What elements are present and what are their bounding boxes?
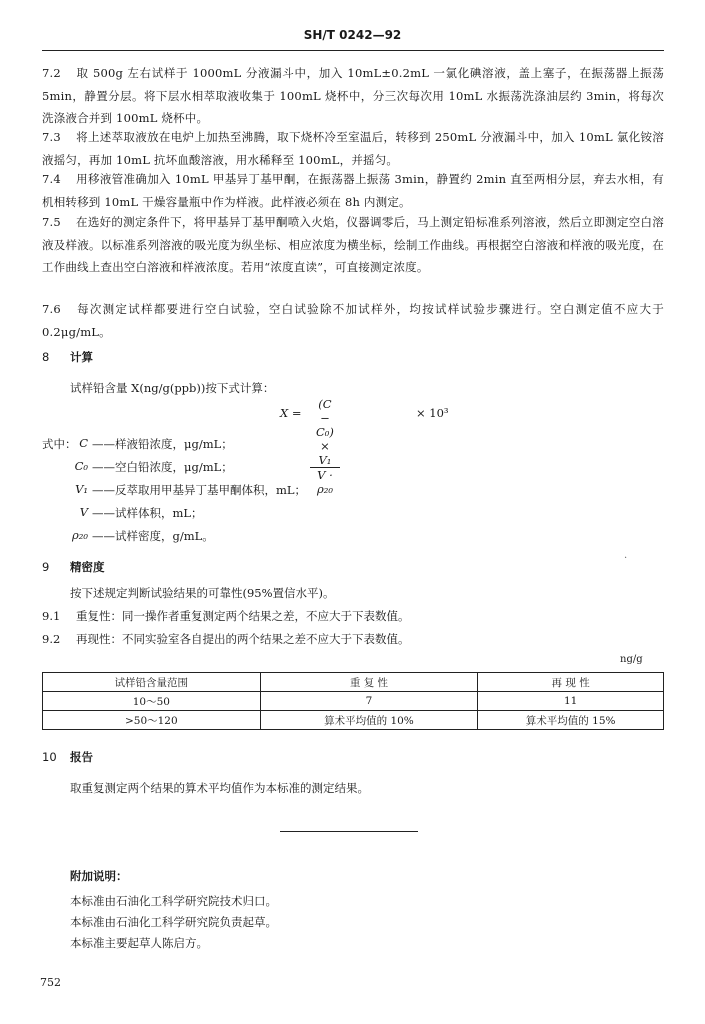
symbol-v1-desc: ——反萃取用甲基异丁基甲酮体积，mL； xyxy=(92,483,307,497)
table-header-row xyxy=(43,673,664,692)
section-8-heading: 8 计算 xyxy=(42,350,93,364)
table-cell: 7 xyxy=(260,692,478,711)
table-row xyxy=(43,692,664,711)
report-text: 取重复测定两个结果的算术平均值作为本标准的测定结果。 xyxy=(70,781,369,795)
precision-table xyxy=(42,672,664,730)
clause-text: 在选好的测定条件下，将甲基异丁基甲酮喷入火焰，仪器调零后，马上测定铅标准系列溶液，然后立即测定空白溶液及样液。以标准系列溶液的吸光度为纵坐标、相应浓度为横坐标，绘制工作曲线。再根据空白溶液和样液的吸光度，在工作曲线上查出空白溶液和样液浓度。若用“浓度直读”，可直接测定浓度。 xyxy=(42,215,664,274)
appendix-line: 本标准主要起草人陈启方。 xyxy=(70,936,208,950)
symbol-v: V xyxy=(79,505,88,519)
symbol-rho20-desc: ——试样密度，g/mL。 xyxy=(92,529,214,543)
clause-text: 用移液管准确加入 10mL 甲基异丁基甲酮，在振荡器上振荡 3min，静置约 2min 直至两相分层，弃去水相，有机相转移到 10mL 干燥容量瓶中作为样液。此样液必须在 8h 内测定。 xyxy=(42,172,664,209)
clause-number: 7.6 xyxy=(42,302,61,316)
clause-text: 每次测定试样都要进行空白试验，空白试验除不加试样外，均按试样试验步骤进行。空白测定值不应大于 0.2μg/mL。 xyxy=(42,302,664,339)
section-10-heading: 10 报告 xyxy=(42,750,93,764)
table-cell: 11 xyxy=(478,692,664,711)
formula-numerator: (C − C₀) × V₁ xyxy=(310,397,340,468)
appendix-line: 本标准由石油化工科学研究院负责起草。 xyxy=(70,915,277,929)
symbol-c: C xyxy=(79,436,88,450)
table-cell: >50～120 xyxy=(43,711,261,730)
header-range: 试样铅含量范围 xyxy=(43,673,261,692)
table-unit: ng/g xyxy=(620,654,643,665)
symbol-v-desc: ——试样体积，mL； xyxy=(92,506,203,520)
formula-fraction xyxy=(310,397,340,496)
clause-number: 7.5 xyxy=(42,215,61,229)
paragraph-7-3 xyxy=(42,126,664,171)
header-repeatability: 重 复 性 xyxy=(260,673,478,692)
symbol-c-desc: ——样液铅浓度，μg/mL； xyxy=(92,437,233,451)
clause-number: 7.3 xyxy=(42,130,61,144)
table-row xyxy=(43,711,664,730)
standard-number-header: SH/T 0242—92 xyxy=(303,28,402,42)
scan-speck: . xyxy=(624,550,628,561)
appendix-line: 本标准由石油化工科学研究院技术归口。 xyxy=(70,894,277,908)
header-rule xyxy=(42,50,664,51)
symbol-v1: V₁ xyxy=(75,482,88,496)
clause-9-2: 9.2 再现性：不同实验室各自提出的两个结果之差不应大于下表数值。 xyxy=(42,632,410,646)
calculation-intro: 试样铅含量 X(ng/g(ppb))按下式计算： xyxy=(70,381,275,395)
table-cell: 10～50 xyxy=(43,692,261,711)
formula-factor: × 10³ xyxy=(416,406,449,420)
clause-text: 将上述萃取液放在电炉上加热至沸腾，取下烧杯冷至室温后，转移到 250mL 分液漏斗中，加入 10mL 氯化铵溶液摇匀，再加 10mL 抗坏血酸溶液，用水稀释至 100mL，并摇匀。 xyxy=(42,130,664,167)
paragraph-7-4 xyxy=(42,168,664,213)
where-label: 式中： xyxy=(42,437,77,451)
formula-lhs: X = xyxy=(280,406,302,420)
clause-9-1: 9.1 重复性：同一操作者重复测定两个结果之差，不应大于下表数值。 xyxy=(42,609,410,623)
paragraph-7-5 xyxy=(42,211,664,279)
page-number: 752 xyxy=(40,976,61,989)
section-9-heading: 9 精密度 xyxy=(42,560,105,574)
clause-number: 7.4 xyxy=(42,172,61,186)
symbol-c0-desc: ——空白铅浓度，μg/mL； xyxy=(92,460,233,474)
end-rule xyxy=(280,831,418,832)
clause-text: 取 500g 左右试样于 1000mL 分液漏斗中，加入 10mL±0.2mL 一氯化碘溶液，盖上塞子，在振荡器上振荡 5min，静置分层。将下层水相萃取液收集于 100mL 烧杯中，分三次每次用 10mL 水振荡洗涤油层约 3min，将每次洗涤液合并到 100mL 烧杯中。 xyxy=(42,66,664,125)
precision-intro: 按下述规定判断试验结果的可靠性(95%置信水平)。 xyxy=(70,586,335,600)
formula-denominator: V · ρ₂₀ xyxy=(316,468,333,496)
header-reproducibility: 再 现 性 xyxy=(478,673,664,692)
paragraph-7-6 xyxy=(42,298,664,343)
symbol-c0: C₀ xyxy=(74,459,88,473)
clause-number: 7.2 xyxy=(42,66,61,80)
table-cell: 算术平均值的 10% xyxy=(260,711,478,730)
appendix-title: 附加说明： xyxy=(70,869,128,883)
symbol-rho20: ρ₂₀ xyxy=(72,528,88,542)
paragraph-7-2 xyxy=(42,62,664,130)
table-cell: 算术平均值的 15% xyxy=(478,711,664,730)
